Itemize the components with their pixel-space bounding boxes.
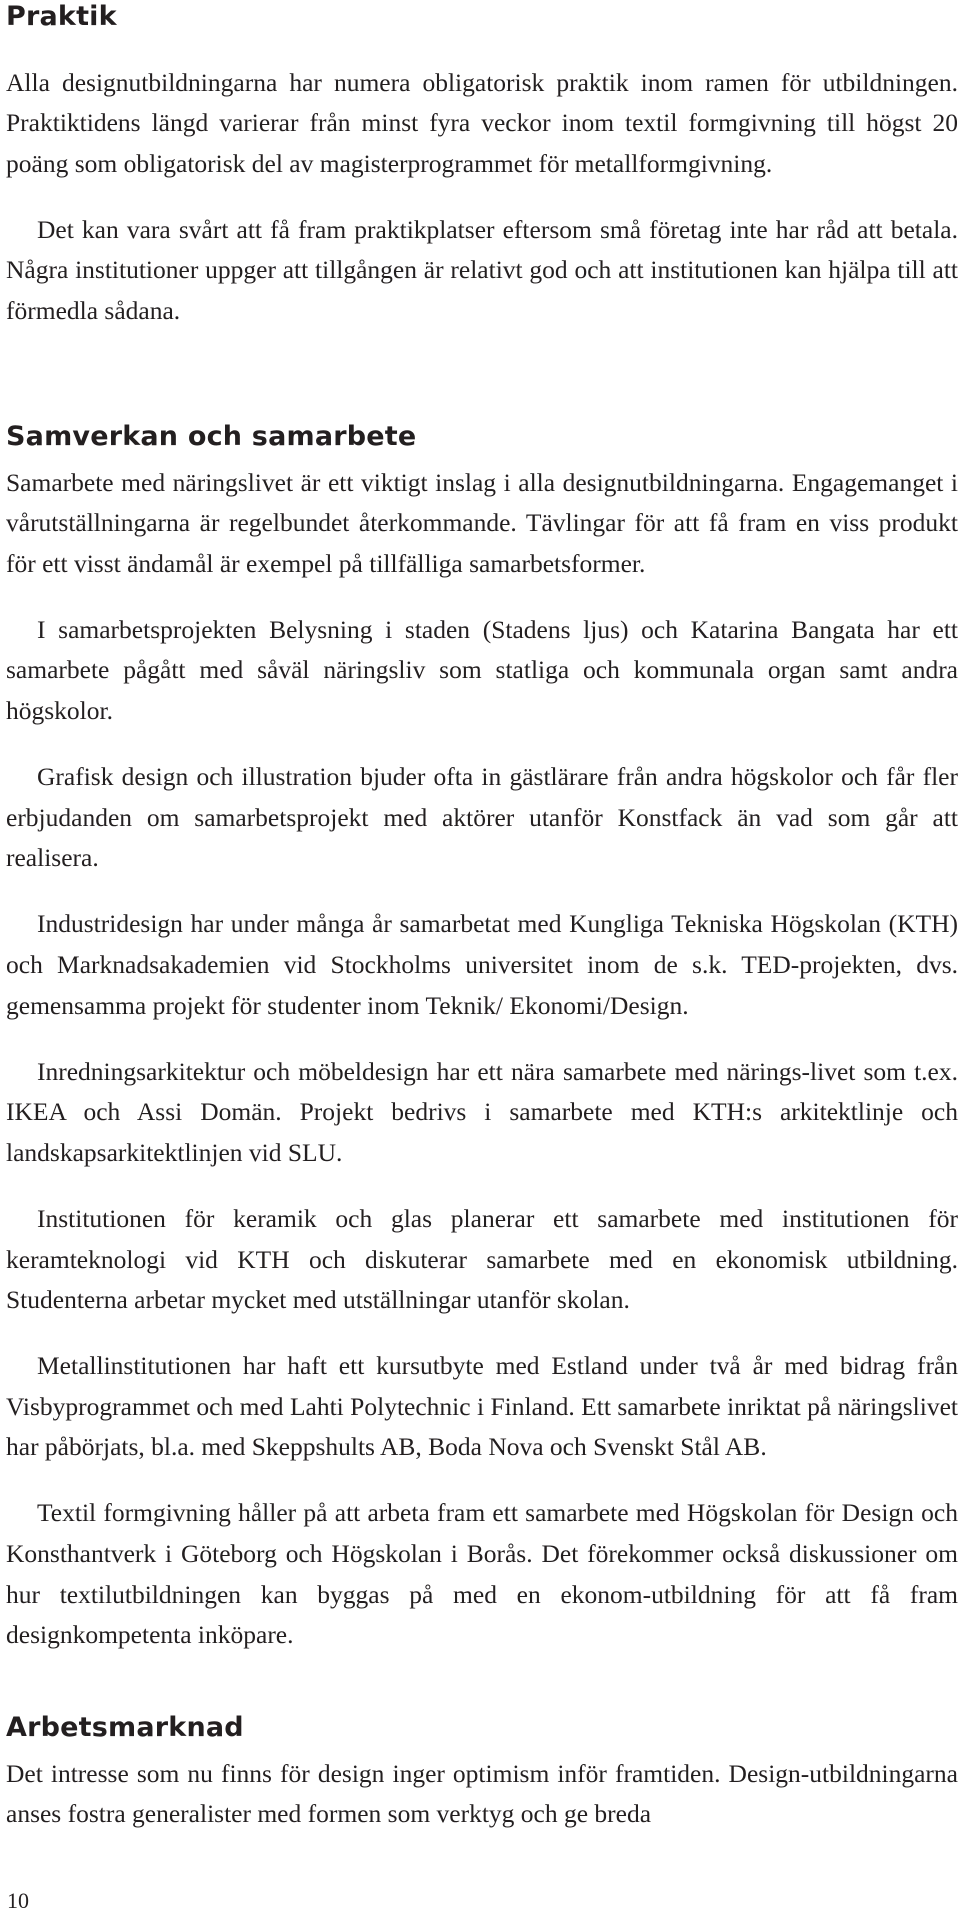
section-heading-arbetsmarknad: Arbetsmarknad bbox=[6, 1712, 244, 1743]
section-heading-praktik: Praktik bbox=[6, 1, 117, 32]
section-heading-samverkan: Samverkan och samarbete bbox=[6, 421, 417, 452]
section-praktik bbox=[6, 37, 958, 357]
section-samverkan bbox=[6, 437, 958, 1681]
paragraph: Inredningsarkitektur och möbeldesign har ett nära samarbete med närings-livet som t.ex. IKEA och Assi Domän. Projekt bedrivs i samarbete med KTH:s arkitektlinje och landskapsarkitektlinjen vid SLU. bbox=[6, 1056, 958, 1167]
paragraph: Textil formgivning håller på att arbeta fram ett samarbete med Högskolan för Design och Konsthantverk i Göteborg och Högskolan i Borås. Det förekommer också diskussioner om hur textilutbildningen kan byggas på med en ekonom-utbildning för att få fram designkompetenta inköpare. bbox=[6, 1498, 958, 1650]
paragraph: Det intresse som nu finns för design inger optimism inför framtiden. Design-utbildningarna anses fostra generalister med formen som verktyg och ge breda bbox=[6, 1758, 958, 1829]
paragraph: I samarbetsprojekten Belysning i staden (Stadens ljus) och Katarina Bangata har ett samarbete pågått med såväl näringsliv som statliga och kommunala organ samt andra högskolor. bbox=[6, 614, 958, 725]
paragraph: Institutionen för keramik och glas planerar ett samarbete med institutionen för keramteknologi vid KTH och diskuterar samarbete med en ekonomisk utbildning. Studenterna arbetar mycket med utställningar utanför skolan. bbox=[6, 1203, 958, 1315]
paragraph: Industridesign har under många år samarbetat med Kungliga Tekniska Högskolan (KTH) och Marknadsakademien vid Stockholms universitet inom de s.k. TED-projekten, dvs. gemensamma projekt för studenter inom Teknik/ Ekonomi/Design. bbox=[6, 909, 958, 1020]
paragraph: Samarbete med näringslivet är ett viktigt inslag i alla designutbildningarna. Engagemanget i vårutställningarna är regelbundet återkommande. Tävlingar för att få fram en viss produkt för ett visst ändamål är exempel på tillfälliga samarbetsformer. bbox=[6, 467, 958, 578]
paragraph: Grafisk design och illustration bjuder ofta in gästlärare från andra högskolor och får fler erbjudanden om samarbetsprojekt med aktörer utanför Konstfack än vad som går att realisera. bbox=[6, 762, 958, 873]
paragraph: Alla designutbildningarna har numera obligatorisk praktik inom ramen för utbildningen. Praktiktidens längd varierar från minst fyra veckor inom textil formgivning till högst 20 poäng som obligatorisk del av magisterprogrammet för metallformgivning. bbox=[6, 67, 958, 178]
section-arbetsmarknad bbox=[6, 1728, 958, 1860]
paragraph: Det kan vara svårt att få fram praktikplatser eftersom små företag inte har råd att betala. Några institutioner uppger att tillgången är relativt god och att institutionen kan hjälpa till att förmedla sådana. bbox=[6, 214, 958, 325]
paragraph: Metallinstitutionen har haft ett kursutbyte med Estland under två år med bidrag från Visbyprogrammet och med Lahti Polytechnic i Finland. Ett samarbete inriktat på näringslivet har påbörjats, bl.a. med Skeppshults AB, Boda Nova och Svenskt Stål AB. bbox=[6, 1351, 958, 1462]
page-number: 10 bbox=[7, 1888, 29, 1913]
